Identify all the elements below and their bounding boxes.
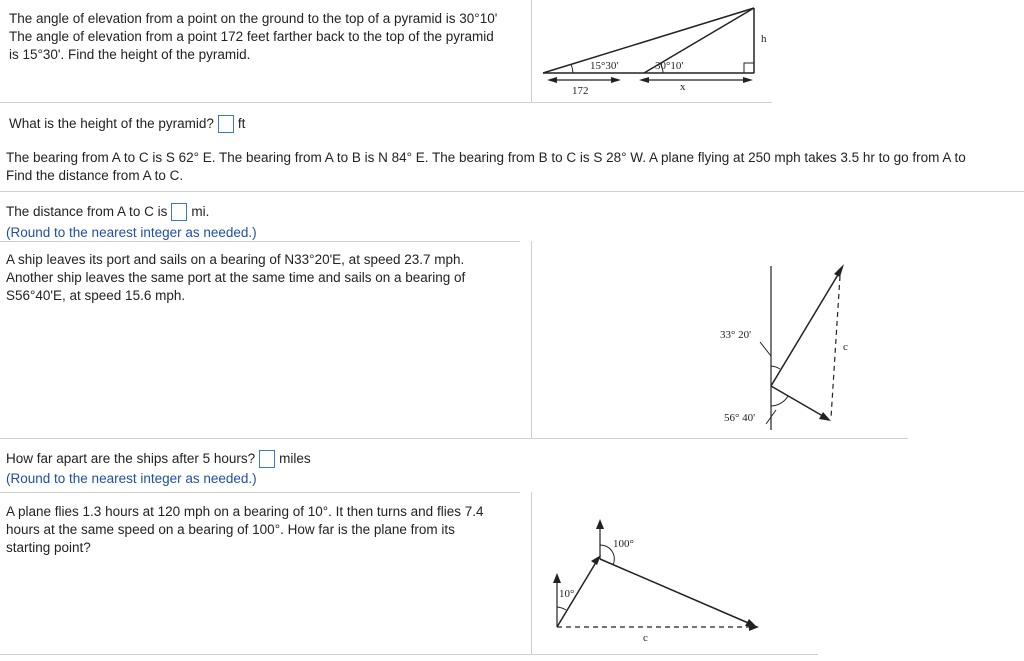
divider [0,241,520,242]
apart-answer-input[interactable] [259,450,275,468]
angle-label-15-30: 15°30' [590,60,619,72]
angle-label-33-20: 33° 20' [720,329,752,341]
divider [0,654,818,655]
divider [531,492,532,654]
problem-4-line-3: starting point? [6,540,91,555]
distance-label-172: 172 [572,85,589,97]
pyramid-diagram [535,0,775,100]
side-label-c: c [843,341,848,353]
problem-1-line-1: The angle of elevation from a point on the ground to the top of a pyramid is 30°10' [9,11,498,26]
angle-label-30-10: 30°10' [655,60,684,72]
problem-2-line-2: Find the distance from A to C. [6,168,184,183]
apart-question: How far apart are the ships after 5 hours? [6,451,256,466]
problem-4-line-1: A plane flies 1.3 hours at 120 mph on a bearing of 10°. It then turns and flies 7.4 [6,504,484,519]
divider [0,102,772,103]
unit-label: ft [237,116,246,131]
problem-4-line-2: hours at the same speed on a bearing of 100°. How far is the plane from its [6,522,455,537]
distance-label-x: x [680,81,686,93]
unit-label: miles [279,451,311,466]
answer-row-3 [6,449,311,468]
round-note: (Round to the nearest integer as needed.) [6,225,257,240]
problem-1-line-2: The angle of elevation from a point 172 feet farther back to the top of the pyramid [9,29,494,44]
angle-label-56-40: 56° 40' [724,412,756,424]
divider [531,241,532,438]
plane-diagram [545,515,775,645]
ships-diagram [700,258,870,438]
divider [531,0,532,102]
side-label-c: c [643,632,648,644]
angle-label-10: 10° [559,588,575,600]
distance-prompt: The distance from A to C is [6,204,168,219]
angle-label-100: 100° [613,538,634,550]
round-note: (Round to the nearest integer as needed.) [6,471,257,486]
height-question: What is the height of the pyramid? [9,116,214,131]
unit-label: mi. [191,204,210,219]
answer-row-2 [6,202,209,221]
divider [0,191,1024,192]
problem-2-line-1: The bearing from A to C is S 62° E. The bearing from A to B is N 84° E. The bearing from B to C is S 28° W. A plane flying at 250 mph takes 3.5 hr to go from A to [6,150,966,165]
answer-row-1 [9,114,245,133]
divider [0,492,520,493]
problem-3-line-3: S56°40'E, at speed 15.6 mph. [6,288,186,303]
height-label: h [761,33,767,45]
problem-3-line-1: A ship leaves its port and sails on a bearing of N33°20'E, at speed 23.7 mph. [6,252,465,267]
divider [0,438,908,439]
problem-3-line-2: Another ship leaves the same port at the same time and sails on a bearing of [6,270,466,285]
distance-answer-input[interactable] [171,203,187,221]
height-answer-input[interactable] [218,115,234,133]
problem-1-line-3: is 15°30'. Find the height of the pyramid. [9,47,251,62]
